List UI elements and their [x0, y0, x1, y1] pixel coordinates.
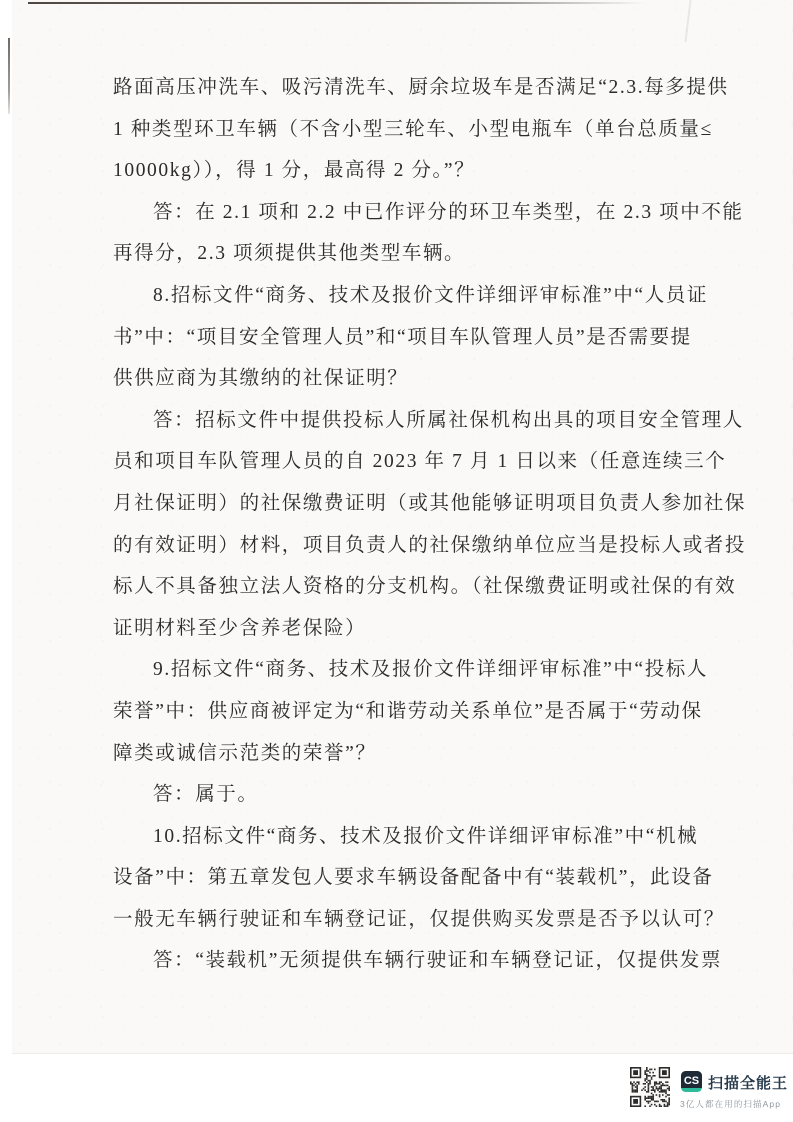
document-line: 供供应商为其缴纳的社保证明？ [113, 368, 409, 390]
document-line: 8.招标文件“商务、技术及报价文件详细评审标准”中“人员证 [153, 284, 708, 306]
scan-edge-artifact-left [8, 38, 10, 114]
document-line: 路面高压冲洗车、吸污清洗车、厨余垃圾车是否满足“2.3.每多提供 [113, 77, 729, 98]
scan-edge-artifact-top [28, 2, 646, 4]
document-line: 一般无车辆行驶证和车辆登记证，仅提供购买发票是否予以认可？ [113, 908, 725, 930]
document-line: 的有效证明）材料，项目负责人的社保缴纳单位应当是投标人或者投 [113, 534, 747, 556]
document-line: 书”中：“项目安全管理人员”和“项目车队管理人员”是否需要提 [113, 326, 692, 348]
document-line: 标人不具备独立法人资格的分支机构。（社保缴费证明或社保的有效 [113, 576, 737, 598]
document-text-block [113, 67, 747, 982]
document-line: 9.招标文件“商务、技术及报价文件详细评审标准”中“投标人 [153, 659, 708, 681]
camscanner-app-icon: CS [681, 1071, 702, 1092]
document-line: 答：招标文件中提供投标人所属社保机构出具的项目安全管理人 [153, 409, 744, 431]
document-line: 月社保证明）的社保缴费证明（或其他能够证明项目负责人参加社保 [113, 492, 747, 514]
document-line: 答：在 2.1 项和 2.2 中已作评分的环卫车类型，在 2.3 项中不能 [153, 201, 744, 223]
document-line: 设备”中：第五章发包人要求车辆设备配备中有“装载机”，此设备 [113, 867, 714, 889]
document-line: 答：“装载机”无须提供车辆行驶证和车辆登记证，仅提供发票 [153, 950, 723, 972]
document-line: 10.招标文件“商务、技术及报价文件详细评审标准”中“机械 [153, 825, 699, 847]
camscanner-tagline: 3亿人都在用的扫描App [680, 1099, 782, 1109]
document-line: 答：属于。 [153, 784, 259, 806]
qr-code-icon [630, 1067, 670, 1107]
document-line: 10000kg）），得 1 分，最高得 2 分。”？ [113, 160, 476, 182]
document-line: 再得分，2.3 项须提供其他类型车辆。 [113, 243, 466, 265]
document-line: 荣誉”中：供应商被评定为“和谐劳动关系单位”是否属于“劳动保 [113, 700, 703, 722]
document-line: 障类或诚信示范类的荣誉”？ [113, 742, 377, 764]
document-line: 员和项目车队管理人员的自 2023 年 7 月 1 日以来（任意连续三个 [113, 451, 727, 473]
camscanner-app-name: 扫描全能王 [708, 1075, 789, 1092]
document-line: 证明材料至少含养老保险） [113, 617, 367, 639]
document-line: 1 种类型环卫车辆（不含小型三轮车、小型电瓶车（单台总质量≤ [113, 118, 713, 140]
